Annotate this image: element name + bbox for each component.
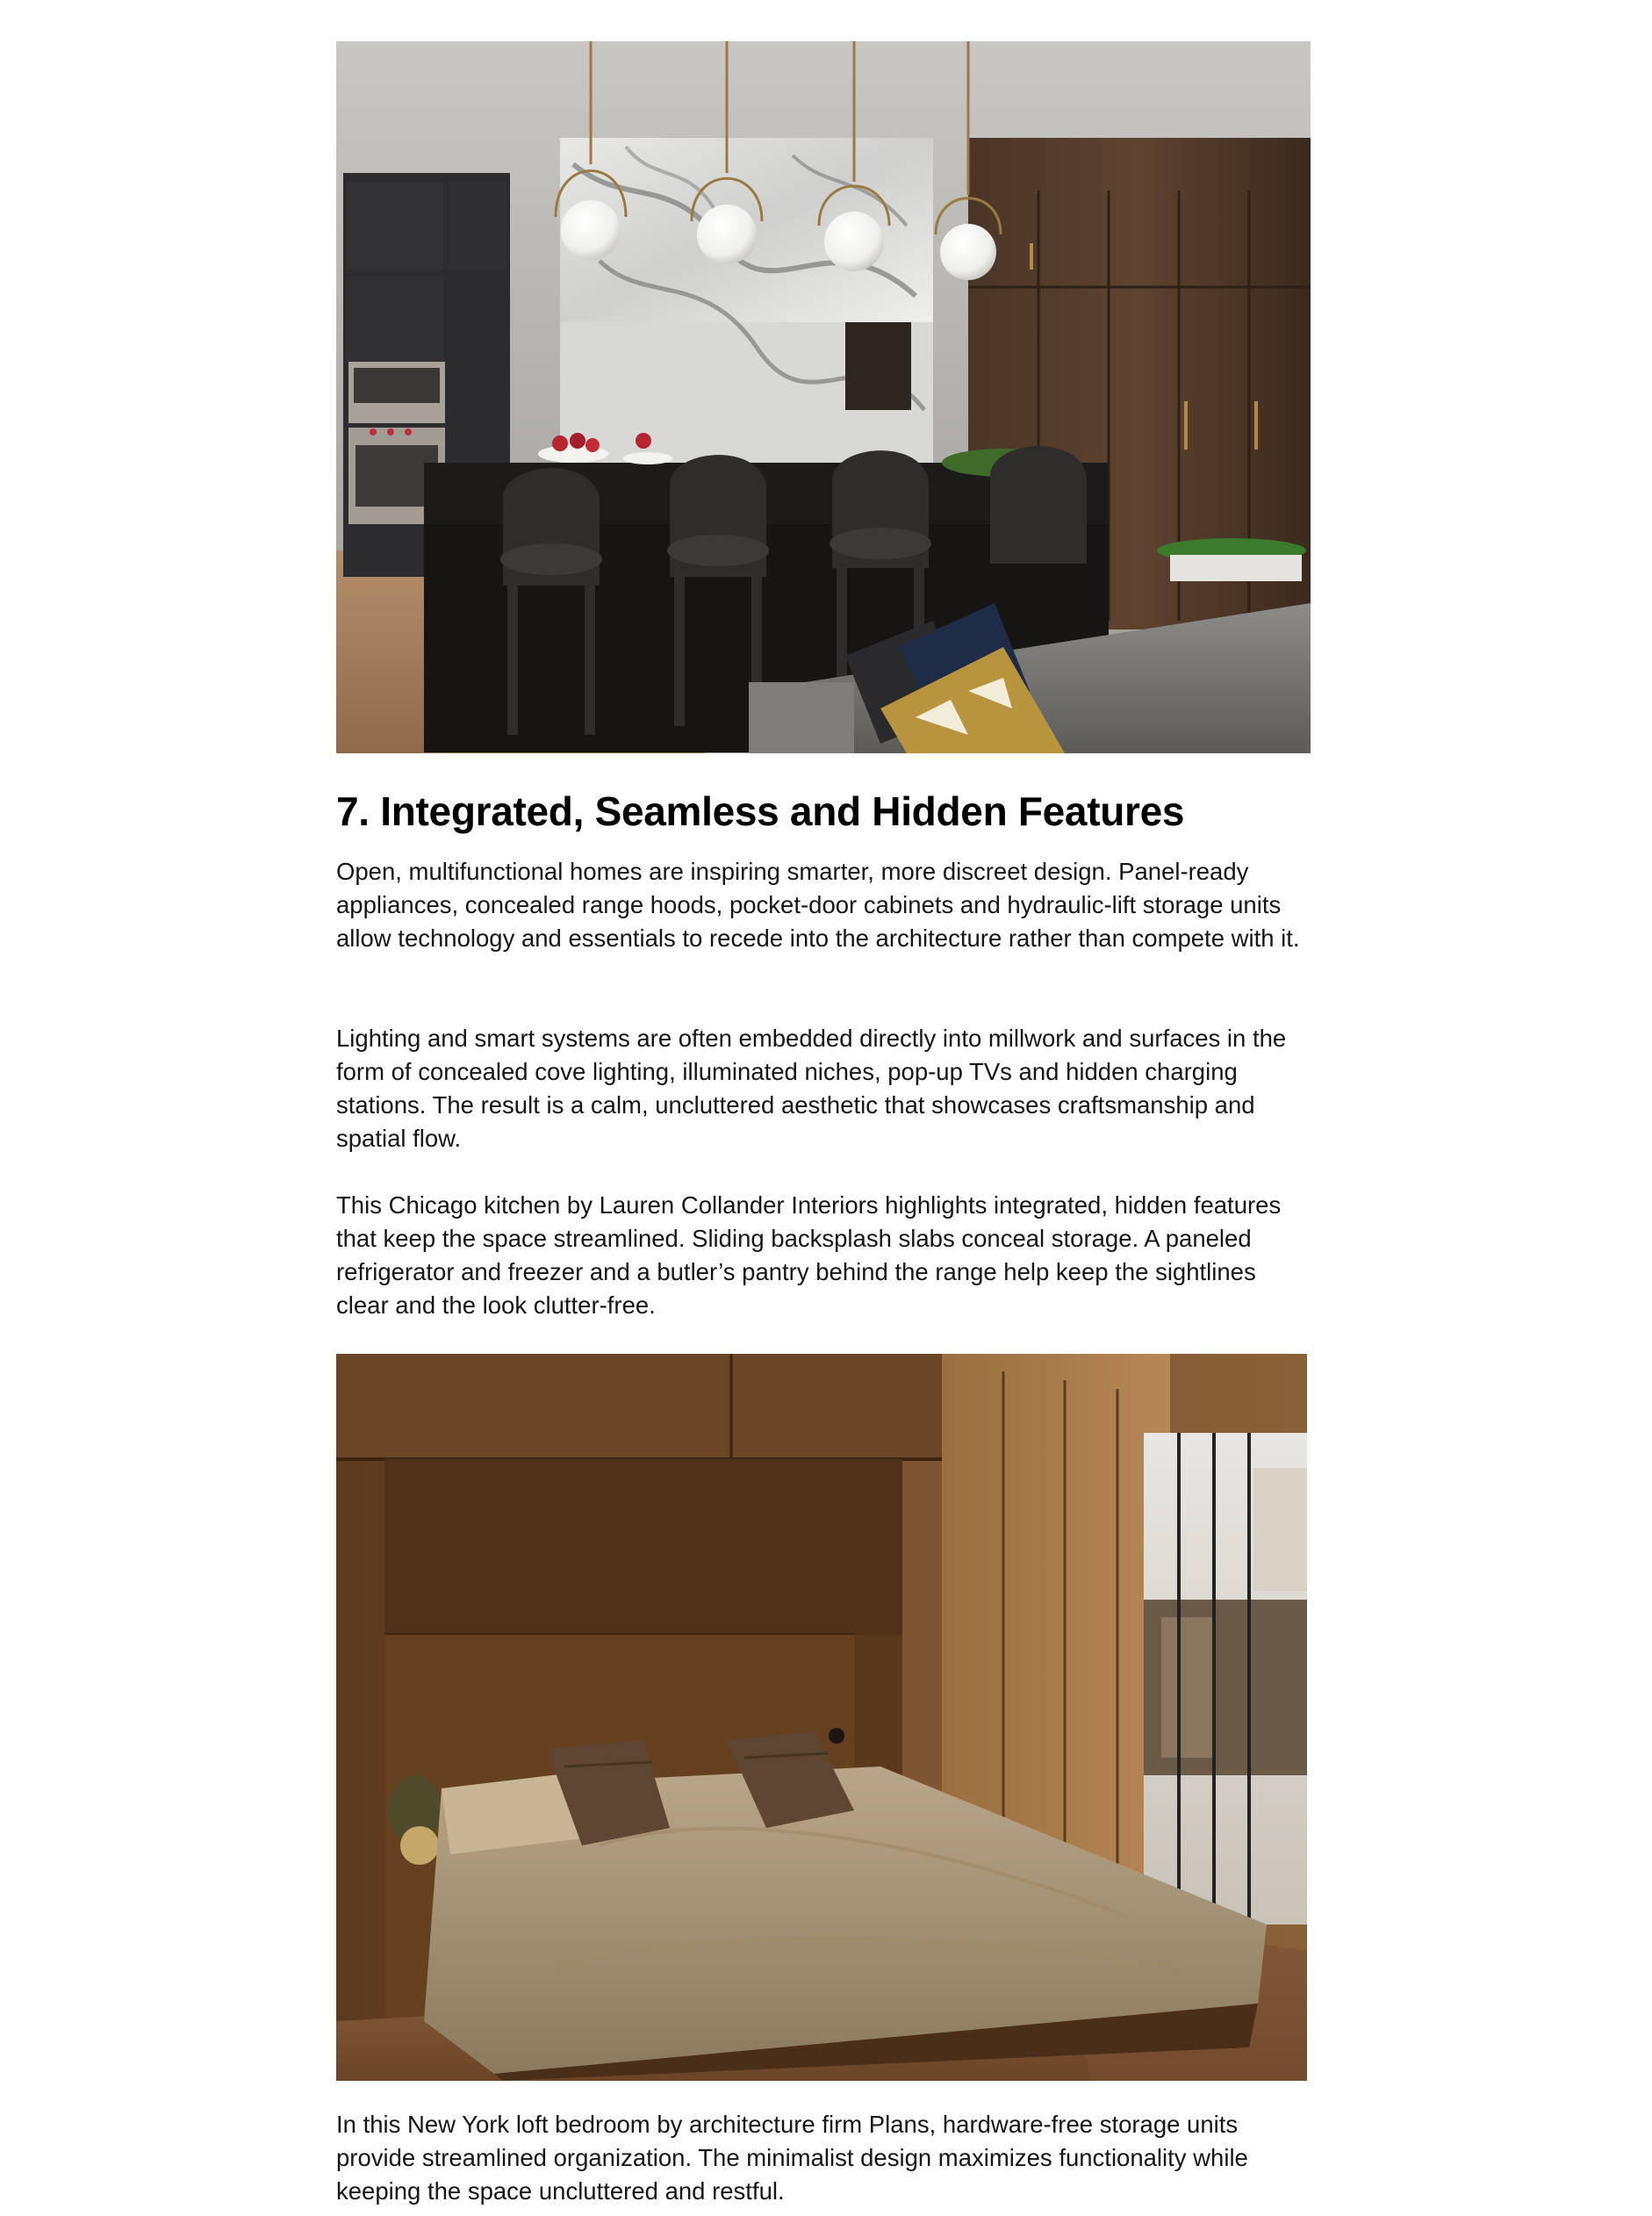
section-heading: 7. Integrated, Seamless and Hidden Features xyxy=(336,788,1185,834)
bedroom-photo xyxy=(336,1354,1307,2081)
paragraph-design: Open, multifunctional homes are inspiring smarter, more discreet design. Panel-ready appliances, concealed range hoods, pocket-door cabinets and hydraulic-lift storage units allow technology and essentials to recede into the architecture rather than compete with it. xyxy=(336,858,1300,952)
kitchen-photo xyxy=(336,41,1311,753)
paragraph-lighting: Lighting and smart systems are often embedded directly into millwork and surfaces in the form of concealed cove lighting, illuminated niches, pop-up TVs and hidden charging stations. The result is a calm, uncluttered aesthetic that showcases craftsmanship and spatial flow. xyxy=(336,1025,1287,1152)
bedroom-caption: In this New York loft bedroom by architecture firm Plans, hardware-free storage units provide streamlined organization. The minimalist design maximizes functionality while keeping the space uncluttered and restful. xyxy=(336,2111,1248,2205)
paragraph-chicago-kitchen: This Chicago kitchen by Lauren Collander Interiors highlights integrated, hidden features that keep the space streamlined. Sliding backsplash slabs conceal storage. A paneled refrigerator and freezer and a butler’s pantry behind the range help keep the sightlines clear and the look clutter-free. xyxy=(336,1191,1282,1319)
